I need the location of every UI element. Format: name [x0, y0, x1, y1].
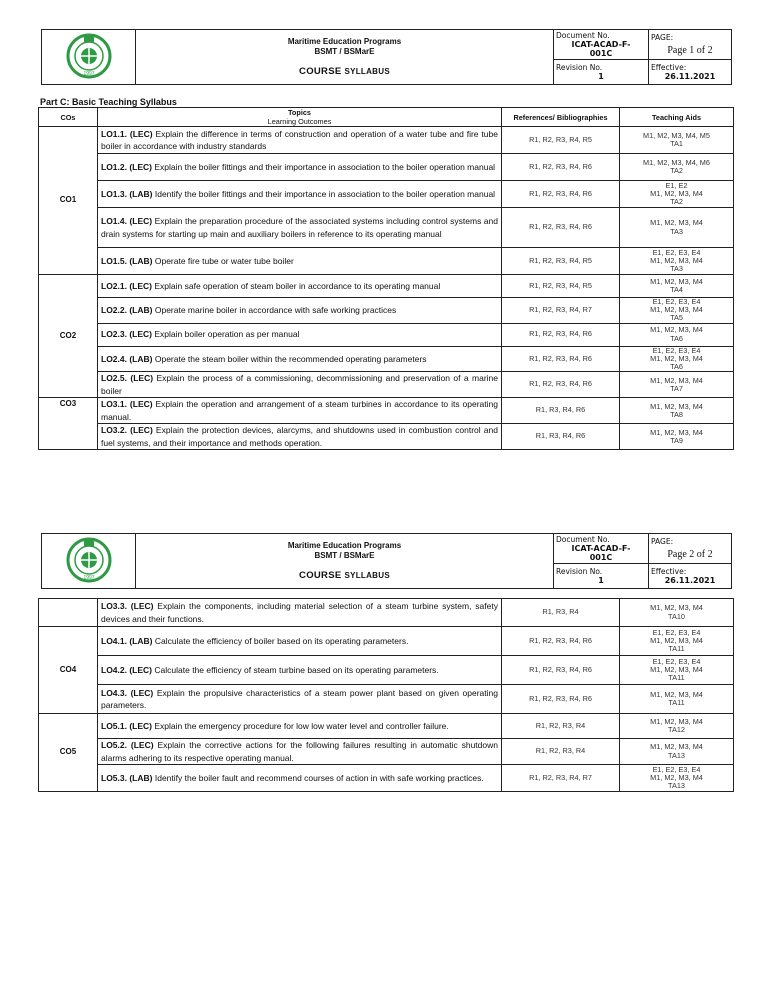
- outcome-text: Identify the boiler fault and recommend courses of action in with safe working practices.: [154, 772, 484, 783]
- learning-outcome-cell: [98, 372, 502, 398]
- outcome-code: LO1.1. (LEC): [101, 128, 153, 139]
- outcome-code: LO3.1. (LEC): [101, 399, 153, 410]
- learning-outcome-cell: [98, 323, 502, 346]
- teaching-aid-line: M1, M2, M3, M4: [650, 353, 703, 363]
- outcome-code: LO3.2. (LEC): [101, 425, 153, 436]
- teaching-aid-line: M1, M2, M3, M4: [650, 689, 703, 699]
- col-header-cos: COs: [39, 108, 98, 127]
- outcome-text: Operate fire tube or water tube boiler: [154, 255, 294, 266]
- references-cell: R1, R2, R3, R4, R6: [502, 346, 620, 372]
- effective-cell: [649, 564, 732, 589]
- doc-title: COURSE SYLLABUS: [299, 570, 390, 581]
- teaching-aid-line: TA6: [670, 333, 683, 343]
- teaching-aid-line: TA11: [668, 698, 685, 707]
- teaching-aid-line: M1, M2, M3, M4: [650, 325, 703, 335]
- outcome-text: Explain the propulsive characteristics of a steam power plant based on given operating parameters.: [101, 687, 498, 710]
- table-row: [39, 765, 734, 792]
- teaching-aid-line: E1, E2, E3, E4: [652, 656, 701, 666]
- doc-no-value: ICAT-ACAD-F-001C: [571, 544, 631, 562]
- learning-outcome-cell: [98, 627, 502, 656]
- teaching-aid-line: E1, E2, E3, E4: [652, 345, 701, 355]
- school-seal-logo: [64, 537, 114, 583]
- outcome-code: LO5.2. (LEC): [101, 740, 154, 750]
- teaching-aid-line: M1, M2, M3, M4: [650, 742, 703, 752]
- teaching-aid-line: TA11: [668, 673, 685, 683]
- teaching-aid-line: TA2: [670, 166, 683, 175]
- teaching-aid-line: TA9: [670, 435, 683, 445]
- teaching-aids-cell: [620, 181, 734, 208]
- table-row: [39, 739, 734, 765]
- teaching-aid-line: TA8: [670, 409, 683, 419]
- outcome-code: LO3.3. (LEC): [101, 601, 154, 611]
- table-row: [39, 346, 734, 372]
- outcome-text: Calculate the efficiency of steam turbine based on its operating parameters.: [154, 664, 439, 675]
- outcome-text: Operate marine boiler in accordance with safe working practices: [154, 305, 397, 316]
- course-outcome-cell: CO2: [39, 275, 98, 398]
- table-row: [39, 599, 734, 627]
- table-row: [39, 154, 734, 181]
- table-row: [39, 181, 734, 208]
- learning-outcome-cell: [98, 398, 502, 424]
- outcome-text: Explain the emergency procedure for low low water level and controller failure.: [154, 720, 449, 731]
- doc-no-value: ICAT-ACAD-F-001C: [571, 40, 631, 58]
- learning-outcome-cell: [98, 424, 502, 450]
- references-cell: R1, R2, R3, R4, R5: [502, 127, 620, 154]
- revision-value: 1: [598, 576, 604, 585]
- course-outcome-cell: [39, 599, 98, 627]
- teaching-aid-line: TA10: [668, 611, 685, 621]
- outcome-code: LO2.3. (LEC): [101, 329, 153, 340]
- teaching-aids-cell: [620, 323, 734, 346]
- outcome-text: Explain the corrective actions for the following failures resulting in automatic shutdown alarms adhering to its respective operating manual.: [101, 740, 498, 763]
- teaching-aids-cell: [620, 656, 734, 685]
- logo-year: 1997: [82, 575, 95, 581]
- teaching-aids-cell: [620, 127, 734, 154]
- references-cell: R1, R3, R4, R6: [502, 398, 620, 424]
- outcome-text: Explain the preparation procedure of the associated systems including control systems and drain systems for starting up main and auxiliary boilers in reference to its operating manual: [101, 216, 498, 239]
- outcome-text: Explain the operation and arrangement of a steam turbines in accordance to its operating manual.: [101, 399, 498, 422]
- teaching-aid-line: TA5: [670, 313, 683, 323]
- references-cell: R1, R2, R3, R4: [502, 714, 620, 739]
- course-outcome-cell: CO1: [39, 127, 98, 275]
- learning-outcome-cell: [98, 765, 502, 792]
- teaching-aid-line: TA6: [670, 362, 683, 372]
- references-cell: R1, R2, R3, R4, R6: [502, 208, 620, 248]
- outcome-code: LO5.1. (LEC): [101, 720, 153, 731]
- learning-outcome-cell: [98, 298, 502, 324]
- learning-outcome-cell: [98, 739, 502, 765]
- learning-outcome-cell: [98, 127, 502, 154]
- references-cell: R1, R2, R3, R4, R7: [502, 765, 620, 792]
- teaching-aid-line: TA13: [668, 781, 685, 791]
- learning-outcome-cell: [98, 346, 502, 372]
- teaching-aid-line: M1, M2, M3, M4, M6: [643, 157, 710, 167]
- page-number: Page 2 of 2: [667, 549, 713, 560]
- teaching-aid-line: TA4: [670, 285, 683, 294]
- outcome-text: Calculate the efficiency of boiler based on its operating parameters.: [154, 635, 409, 646]
- effective-value: 26.11.2021: [664, 576, 716, 585]
- syllabus-table-page1: [38, 107, 734, 450]
- teaching-aid-line: M1, M2, M3, M4: [650, 218, 703, 228]
- teaching-aids-cell: [620, 208, 734, 248]
- teaching-aid-line: TA3: [670, 264, 683, 274]
- logo-cell: [42, 534, 136, 589]
- learning-outcome-cell: [98, 714, 502, 739]
- teaching-aids-cell: [620, 275, 734, 298]
- table-row: [39, 656, 734, 685]
- page-cell: [649, 30, 732, 60]
- outcome-code: LO4.3. (LEC): [101, 687, 154, 698]
- outcome-code: LO2.2. (LAB): [101, 305, 153, 316]
- teaching-aids-cell: [620, 685, 734, 714]
- outcome-code: LO4.1. (LAB): [101, 635, 153, 646]
- teaching-aid-line: E1, E2, E3, E4: [652, 247, 701, 257]
- doc-no-label: Document No.: [556, 31, 610, 40]
- learning-outcome-cell: [98, 208, 502, 248]
- outcome-text: Explain boiler operation as per manual: [154, 329, 300, 340]
- table-row: [39, 424, 734, 450]
- teaching-aid-line: M1, M2, M3, M4: [650, 255, 703, 265]
- logo-cell: [42, 30, 136, 85]
- outcome-text: Explain the components, including material selection of a steam turbine system, safety devices and their functions.: [101, 601, 498, 624]
- teaching-aid-line: M1, M2, M3, M4: [650, 427, 703, 437]
- teaching-aid-line: M1, M2, M3, M4: [650, 401, 703, 411]
- teaching-aid-line: TA3: [670, 226, 683, 236]
- learning-outcome-cell: [98, 154, 502, 181]
- part-title: Part C: Basic Teaching Syllabus: [40, 97, 177, 107]
- references-cell: R1, R2, R3, R4, R7: [502, 298, 620, 324]
- col-header-topics: Topics Learning Outcomes: [98, 108, 502, 127]
- outcome-text: Explain the process of a commissioning, decommissioning and preservation of a marine boiler: [101, 373, 498, 396]
- references-cell: R1, R3, R4: [502, 599, 620, 627]
- references-cell: R1, R2, R3, R4, R6: [502, 685, 620, 714]
- doc-no-cell: [554, 30, 649, 60]
- revision-cell: [554, 60, 649, 85]
- references-cell: R1, R2, R3, R4, R5: [502, 275, 620, 298]
- table-row: [39, 275, 734, 298]
- table-row: [39, 248, 734, 275]
- effective-value: 26.11.2021: [664, 72, 716, 81]
- table-row: [39, 323, 734, 346]
- outcome-code: LO1.2. (LEC): [101, 161, 153, 172]
- course-outcome-cell: CO3: [39, 398, 98, 450]
- course-outcome-cell: CO5: [39, 714, 98, 792]
- table-row: [39, 298, 734, 324]
- references-cell: R1, R2, R3, R4, R6: [502, 181, 620, 208]
- references-cell: R1, R2, R3, R4, R6: [502, 627, 620, 656]
- outcome-code: LO2.4. (LAB): [101, 353, 153, 364]
- outcome-code: LO1.4. (LEC): [101, 216, 153, 226]
- header-title-cell: [136, 534, 554, 589]
- outcome-code: LO2.5. (LEC): [101, 373, 154, 384]
- page-label: PAGE:: [651, 537, 674, 546]
- outcome-code: LO5.3. (LAB): [101, 772, 153, 783]
- teaching-aids-cell: [620, 627, 734, 656]
- doc-no-cell: [554, 534, 649, 564]
- references-cell: R1, R2, R3, R4, R6: [502, 323, 620, 346]
- school-seal-logo: [64, 33, 114, 79]
- course-outcome-cell: CO4: [39, 627, 98, 714]
- org-name: Maritime Education Programs: [287, 541, 402, 550]
- teaching-aid-line: E1, E2, E3, E4: [652, 297, 701, 306]
- outcome-text: Explain the boiler fittings and their importance in association to the boiler operation manual: [154, 161, 496, 172]
- logo-year: 1997: [82, 71, 95, 77]
- learning-outcome-cell: [98, 685, 502, 714]
- outcome-text: Explain safe operation of steam boiler in accordance to its operating manual: [154, 280, 441, 291]
- table-row: [39, 627, 734, 656]
- teaching-aids-cell: [620, 248, 734, 275]
- table-row: [39, 685, 734, 714]
- table-row: [39, 398, 734, 424]
- teaching-aids-cell: [620, 739, 734, 765]
- teaching-aid-line: TA11: [668, 644, 685, 654]
- teaching-aid-line: E1, E2, E3, E4: [652, 627, 701, 637]
- teaching-aid-line: M1, M2, M3, M4: [650, 716, 703, 726]
- teaching-aid-line: TA1: [670, 139, 683, 148]
- teaching-aids-cell: [620, 599, 734, 627]
- references-cell: R1, R3, R4, R6: [502, 424, 620, 450]
- syllabus-table-page2: [38, 598, 734, 792]
- teaching-aid-line: TA2: [670, 197, 683, 207]
- teaching-aid-line: M1, M2, M3, M4: [650, 375, 703, 385]
- learning-outcome-cell: [98, 656, 502, 685]
- outcome-code: LO2.1. (LEC): [101, 280, 153, 291]
- teaching-aids-cell: [620, 154, 734, 181]
- page1-header: [41, 29, 732, 85]
- effective-cell: [649, 60, 732, 85]
- col-header-references: References/ Bibliographies: [502, 108, 620, 127]
- teaching-aid-line: M1, M2, M3, M4: [650, 276, 703, 286]
- doc-title: COURSE SYLLABUS: [299, 66, 390, 77]
- outcome-text: Explain the protection devices, alarcyms, and shutdowns used in combustion control and fuel systems, and their importance and methods operation.: [101, 425, 498, 448]
- teaching-aid-line: M1, M2, M3, M4: [650, 772, 703, 782]
- page-number: Page 1 of 2: [667, 45, 713, 56]
- outcome-code: LO4.2. (LEC): [101, 664, 153, 675]
- header-title-cell: [136, 30, 554, 85]
- teaching-aids-cell: [620, 424, 734, 450]
- teaching-aids-cell: [620, 346, 734, 372]
- learning-outcome-cell: [98, 181, 502, 208]
- revision-value: 1: [598, 72, 604, 81]
- table-row: [39, 208, 734, 248]
- page-label: PAGE:: [651, 33, 674, 42]
- revision-label: Revision No.: [556, 63, 603, 72]
- references-cell: R1, R2, R3, R4, R6: [502, 372, 620, 398]
- teaching-aids-cell: [620, 372, 734, 398]
- teaching-aid-line: M1, M2, M3, M4: [650, 603, 703, 613]
- learning-outcome-cell: [98, 248, 502, 275]
- revision-label: Revision No.: [556, 567, 603, 576]
- col-header-teaching-aids: Teaching Aids: [620, 108, 734, 127]
- teaching-aid-line: E1, E2: [665, 180, 688, 190]
- effective-label: Effective:: [651, 567, 687, 576]
- page-cell: [649, 534, 732, 564]
- references-cell: R1, R2, R3, R4, R5: [502, 248, 620, 275]
- learning-outcome-cell: [98, 275, 502, 298]
- table-row: [39, 372, 734, 398]
- outcome-text: Identify the boiler fittings and their importance in association to the boiler operation manual: [154, 188, 496, 199]
- revision-cell: [554, 564, 649, 589]
- table-row: [39, 127, 734, 154]
- teaching-aid-line: M1, M2, M3, M4: [650, 664, 703, 674]
- teaching-aid-line: M1, M2, M3, M4: [650, 188, 703, 198]
- org-name: Maritime Education Programs: [287, 37, 402, 46]
- teaching-aid-line: E1, E2, E3, E4: [652, 764, 701, 774]
- teaching-aid-line: TA13: [668, 750, 685, 760]
- page2-header: [41, 533, 732, 589]
- teaching-aid-line: M1, M2, M3, M4, M5: [643, 130, 710, 140]
- outcome-code: LO1.3. (LAB): [101, 188, 153, 199]
- teaching-aids-cell: [620, 298, 734, 324]
- outcome-code: LO1.5. (LAB): [101, 255, 153, 266]
- references-cell: R1, R2, R3, R4: [502, 739, 620, 765]
- teaching-aids-cell: [620, 765, 734, 792]
- outcome-text: Operate the steam boiler within the recommended operating parameters: [154, 353, 427, 364]
- doc-no-label: Document No.: [556, 535, 610, 544]
- references-cell: R1, R2, R3, R4, R6: [502, 154, 620, 181]
- teaching-aids-cell: [620, 398, 734, 424]
- teaching-aids-cell: [620, 714, 734, 739]
- teaching-aid-line: M1, M2, M3, M4: [650, 635, 703, 645]
- references-cell: R1, R2, R3, R4, R6: [502, 656, 620, 685]
- teaching-aid-line: TA7: [670, 383, 683, 393]
- table-row: [39, 714, 734, 739]
- learning-outcome-cell: [98, 599, 502, 627]
- effective-label: Effective:: [651, 63, 687, 72]
- teaching-aid-line: TA12: [668, 725, 685, 734]
- program-name: BSMT / BSMarE: [314, 551, 375, 560]
- teaching-aid-line: M1, M2, M3, M4: [650, 305, 703, 315]
- outcome-text: Explain the difference in terms of construction and operation of a water tube and fire tube boiler in accordance with industry standards: [101, 128, 498, 151]
- program-name: BSMT / BSMarE: [314, 47, 375, 56]
